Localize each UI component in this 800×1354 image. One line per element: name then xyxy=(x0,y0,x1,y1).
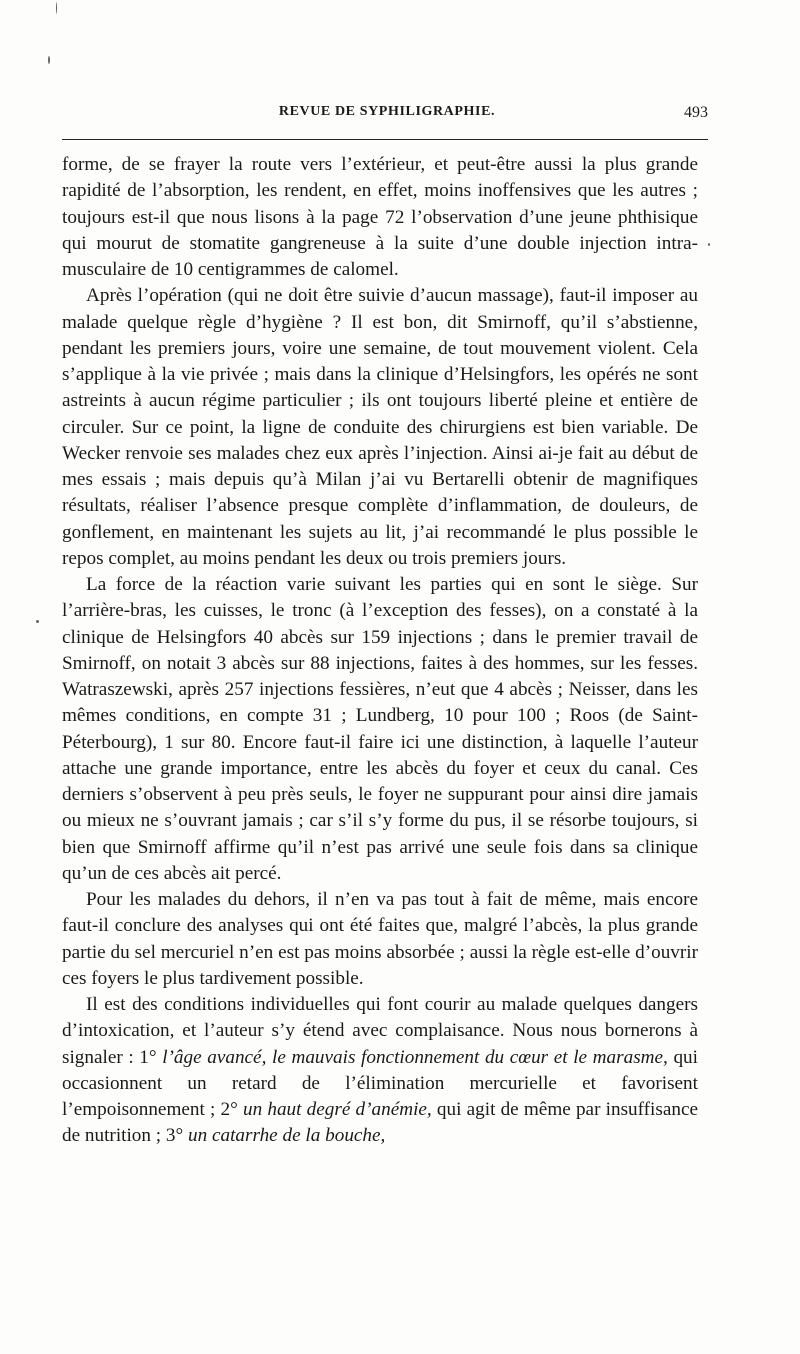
paragraph-text: Après l’opération (qui ne doit être suivie d’aucun massage), faut-il imposer au malade quelque règle d’hygiène ? Il est bon, dit Smirnoff, qu’il s’abstienne, pendant les premiers jours, voire une semaine, de tout mouvement violent. Cela s’applique à la vie privée ; mais dans la clinique d’Helsingfors, les opérés ne sont astreints à aucun régime particulier ; ils ont toujours liberté pleine et entière de circuler. Sur ce point, la ligne de conduite des chirurgiens est bien variable. De Wecker renvoie ses malades chez eux après l’injection. Ainsi ai-je fait au début de mes essais ; mais depuis qu’à Milan j’ai vu Bertarelli obtenir de magnifiques résultats, réaliser l’absence presque complète d’inflammation, de douleurs, de gonflement, en maintenant les sujets au lit, j’ai recommandé le plus possible le repos complet, au moins pendant les deux ou trois premiers jours. xyxy=(62,285,698,569)
header-rule xyxy=(62,139,708,140)
scan-speck xyxy=(708,243,710,246)
paragraph-text: forme, de se frayer la route vers l’extérieur, et peut-être aussi la plus grande rapidité de l’absorption, les rendent, en effet, moins inoffensives que les autres ; toujours est-il que nous lisons à la page 72 l’observation d’une jeune phthisique qui mourut de stomatite gangreneuse à la suite d’une double injection intra-musculaire de 10 centigrammes de calomel. xyxy=(62,154,698,280)
paragraph-text: La force de la réaction varie suivant les parties qui en sont le siège. Sur l’arrière-bras, les cuisses, le tronc (à l’exception des fesses), on a constaté à la clinique de Helsingfors 40 abcès sur 159 injections ; dans le premier travail de Smirnoff, on notait 3 abcès sur 88 injections, faites à des hommes, sur les fesses. Watraszewski, après 257 injections fessières, n’eut que 4 abcès ; Neisser, dans les mêmes conditions, en compte 31 ; Lundberg, 10 pour 100 ; Roos (de Saint-Péterbourg), 1 sur 80. Encore faut-il faire ici une distinction, à laquelle l’auteur attache une grande importance, entre les abcès du foyer et ceux du canal. Ces derniers s’observent à peu près seuls, le foyer ne suppurant pour ainsi dire jamais ou mieux ne s’ouvrant jamais ; car s’il s’y forme du pus, il se résorbe toujours, si bien que Smirnoff affirme qu’il n’est pas arrivé une seule fois dans sa clinique qu’un de ces abcès ait percé. xyxy=(62,574,698,884)
page-header xyxy=(62,104,712,128)
paragraph-text: qui agit de même par insuffisance de nutrition ; 3° xyxy=(62,1099,698,1147)
paragraph xyxy=(62,283,698,572)
paragraph-text: Il est des conditions individuelles qui font courir au malade quelques dangers d’intoxication, et l’auteur s’y étend avec complaisance. Nous nous bornerons à signaler : 1° xyxy=(62,994,698,1068)
paragraph xyxy=(62,887,698,992)
paragraph-text: Pour les malades du dehors, il n’en va pas tout à fait de même, mais encore faut-il conclure des analyses qui ont été faites que, malgré l’abcès, la plus grande partie du sel mercuriel n’en est pas moins absorbée ; aussi la règle est-elle d’ouvrir ces foyers le plus tardivement possible. xyxy=(62,889,698,989)
paragraph xyxy=(62,152,698,283)
scan-speck xyxy=(56,2,57,14)
paragraph xyxy=(62,572,698,887)
italic-phrase: un haut degré d’anémie, xyxy=(242,1099,432,1120)
italic-phrase: l’âge avancé, le mauvais fonctionnement du cœur et le marasme, xyxy=(162,1046,668,1068)
italic-phrase: un catarrhe de la bouche, xyxy=(187,1125,386,1147)
body-text xyxy=(62,152,698,1150)
running-title: REVUE DE SYPHILIGRAPHIE. xyxy=(278,104,496,119)
paragraph xyxy=(62,992,698,1150)
scan-speck xyxy=(48,56,50,64)
page-number: 493 xyxy=(684,104,708,121)
scan-speck xyxy=(36,620,39,623)
paragraph-text: qui occasionnent un retard de l’élimination mercurielle et favorisent l’empoisonnement ; 2° xyxy=(62,1046,698,1120)
